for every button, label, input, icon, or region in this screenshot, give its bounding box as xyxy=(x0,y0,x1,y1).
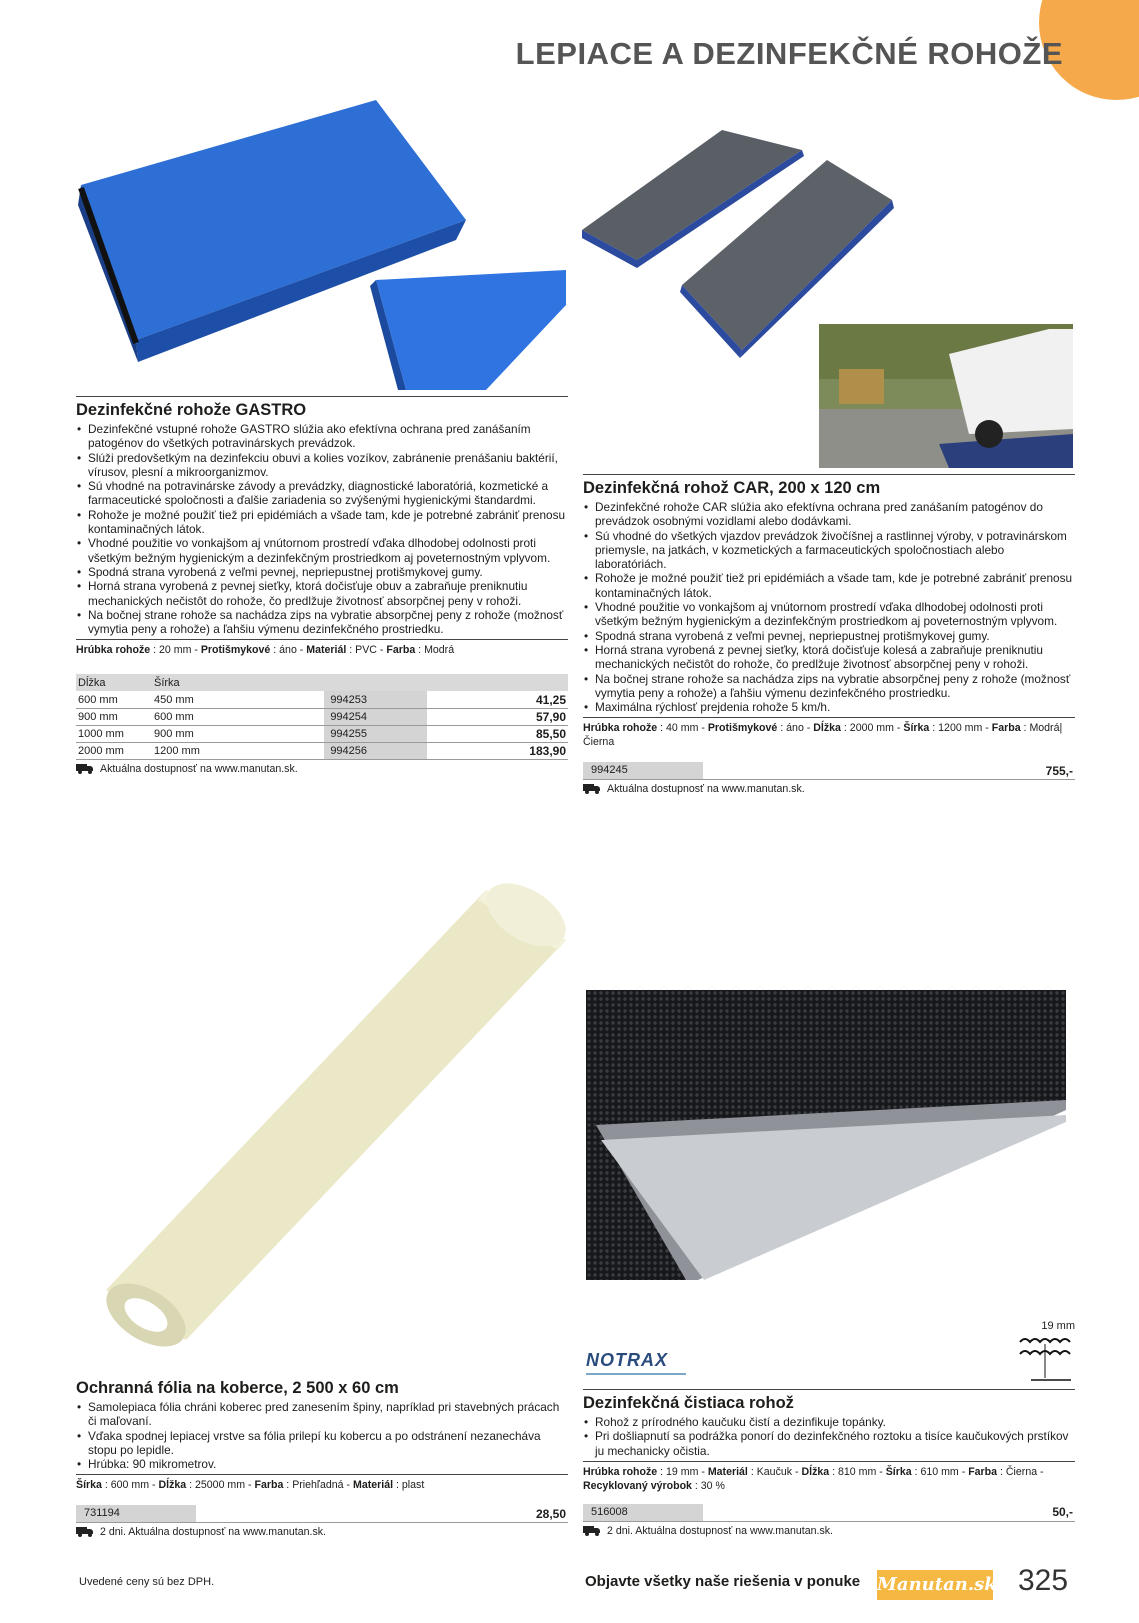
spec-key: Farba xyxy=(254,1479,284,1492)
cell-code: 994256 xyxy=(324,742,427,759)
price: 28,50 xyxy=(535,1506,566,1521)
car-availability: Aktuálna dostupnosť na www.manutan.sk. xyxy=(583,783,1075,795)
thickness-label: 19 mm xyxy=(1041,1320,1075,1332)
spec-key: Protišmykové xyxy=(707,722,778,735)
spec-key: Hrúbka rohože xyxy=(583,722,658,735)
bullet-item: • Dezinfekčné rohože CAR slúžia ako efektívna ochrana pred zanášaním patogénov do prevádzok osobnými vozidlami alebo dodávkami. xyxy=(583,500,1075,529)
spec-value: PVC xyxy=(355,644,377,657)
spec-value: 1200 mm xyxy=(938,722,983,735)
bullet-item: • Maximálna rýchlosť prejdenia rohože 5 km/h. xyxy=(583,700,1075,714)
cell-width: 450 mm xyxy=(152,691,324,708)
spec-value: áno xyxy=(279,644,297,657)
spec-value: Kaučuk xyxy=(756,1465,793,1478)
cell-price: 85,50 xyxy=(427,725,568,742)
bullet-item: • Samolepiaca fólia chráni koberec pred zanesením špiny, napríklad pri stavebných prácach či maľovaní. xyxy=(76,1400,568,1429)
bullet-item: • Vhodné použitie vo vonkajšom aj vnútornom prostredí vďaka dlhodobej odolnosti proti všetkým bežným hygienickým a dezinfekčným prostriedkom aj poveternostným vplyvom. xyxy=(76,536,568,565)
bullet-item: • Rohože je možné použiť tiež pri epidémiách a všade tam, kde je potrebné zabrániť prenosu kontaminačných látok. xyxy=(583,571,1075,600)
bullet-item: • Rohože je možné použiť tiež pri epidémiách a všade tam, kde je potrebné zabrániť prenosu kontaminačných látok. xyxy=(76,508,568,537)
film-order-row xyxy=(76,1505,568,1523)
spec-key: Šírka xyxy=(76,1479,102,1492)
bullet-item: • Dezinfekčné vstupné rohože GASTRO slúžia ako efektívna ochrana pred zanášaním patogénov do všetkých potravinárskych prevádzok. xyxy=(76,422,568,451)
spec-value: Modrá xyxy=(424,644,455,657)
film-availability: 2 dni. Aktuálna dostupnosť na www.manutan.sk. xyxy=(76,1526,568,1538)
spec-value: 600 mm xyxy=(110,1479,150,1492)
film-specs: Šírka : 600 mm - Dĺžka : 25000 mm - Farba : Priehľadná - Materiál : plast xyxy=(76,1474,568,1497)
spec-value: 25000 mm xyxy=(195,1479,246,1492)
table-row xyxy=(76,725,568,742)
spec-value: plast xyxy=(401,1479,425,1492)
cell-price: 183,90 xyxy=(427,742,568,759)
truck-icon xyxy=(76,764,94,774)
cell-width: 600 mm xyxy=(152,708,324,725)
spec-value: 40 mm xyxy=(666,722,699,735)
bullet-item: • Spodná strana vyrobená z veľmi pevnej, nepriepustnej protišmykovej gumy. xyxy=(583,629,1075,643)
footer-note: Uvedené ceny sú bez DPH. xyxy=(79,1576,215,1588)
gastro-mat-image xyxy=(76,100,566,390)
spec-value: 19 mm xyxy=(666,1465,699,1478)
rubber-section xyxy=(583,1389,1075,1537)
spec-value: 2000 mm xyxy=(849,722,894,735)
car-bullets xyxy=(583,500,1075,714)
spec-key: Šírka xyxy=(903,722,930,735)
spec-key: Materiál xyxy=(707,1465,748,1478)
footer-cta: Objavte všetky naše riešenia v ponuke xyxy=(585,1573,861,1590)
spec-value: 610 mm xyxy=(920,1465,959,1478)
cell-code: 994254 xyxy=(324,708,427,725)
spec-value: Modrá|Čierna xyxy=(583,722,1063,749)
price: 755,- xyxy=(1045,763,1073,778)
rubber-mat-image xyxy=(586,990,1076,1280)
page-title: LEPIACE A DEZINFEKČNÉ ROHOŽE xyxy=(515,36,1063,71)
table-row xyxy=(76,742,568,759)
car-title: Dezinfekčná rohož CAR, 200 x 120 cm xyxy=(583,474,1075,500)
truck-icon xyxy=(583,784,601,794)
cell-length: 600 mm xyxy=(76,691,152,708)
spec-key: Hrúbka rohože xyxy=(583,1465,658,1478)
product-code: 731194 xyxy=(76,1505,196,1522)
gastro-specs: Hrúbka rohože : 20 mm - Protišmykové : áno - Materiál : PVC - Farba : Modrá xyxy=(76,639,568,662)
rubber-bullets xyxy=(583,1415,1075,1458)
gastro-bullets xyxy=(76,422,568,636)
manutan-logo[interactable]: Manutan.sk xyxy=(877,1570,993,1600)
cell-width: 1200 mm xyxy=(152,742,324,759)
film-roll-image xyxy=(76,870,576,1350)
cell-length: 2000 mm xyxy=(76,742,152,759)
spec-value: áno xyxy=(786,722,804,735)
spec-key: Farba xyxy=(991,722,1021,735)
spec-value: Čierna xyxy=(1005,1465,1038,1478)
cell-length: 1000 mm xyxy=(76,725,152,742)
bullet-item: • Sú vhodné na potravinárske závody a prevádzky, diagnostické laboratóriá, kozmetické a farmaceutické spoločnosti a ďalšie zariadenia so zvýšenými hygienickými štandardmi. xyxy=(76,479,568,508)
bullet-item: • Vhodné použitie vo vonkajšom aj vnútornom prostredí vďaka dlhodobej odolnosti proti všetkým bežným hygienickým a dezinfekčným prostriedkom aj poveternostným vplyvom. xyxy=(583,600,1075,629)
rubber-specs: Hrúbka rohože : 19 mm - Materiál : Kaučuk - Dĺžka : 810 mm - Šírka : 610 mm - Farba : Čierna - Recyklovaný výrobok : 30 % xyxy=(583,1461,1075,1498)
spec-key: Materiál xyxy=(306,644,347,657)
mat-cross-section-icon xyxy=(1015,1332,1075,1384)
spec-value: Priehľadná xyxy=(292,1479,344,1492)
bullet-item: • Rohož z prírodného kaučuku čistí a dezinfikuje topánky. xyxy=(583,1415,1075,1429)
spec-key: Materiál xyxy=(353,1479,394,1492)
bullet-item: • Na bočnej strane rohože sa nachádza zips na vybratie absorpčnej peny z rohože (možnosť vymytia peny a rohože) a ľahšiu výmenu dezinfekčného prostriedku. xyxy=(76,608,568,637)
spec-key: Dĺžka xyxy=(158,1479,187,1492)
film-title: Ochranná fólia na koberce, 2 500 x 60 cm xyxy=(76,1379,399,1397)
gastro-section xyxy=(76,396,568,775)
spec-key: Šírka xyxy=(885,1465,912,1478)
gastro-availability: Aktuálna dostupnosť na www.manutan.sk. xyxy=(76,763,568,775)
spec-key: Hrúbka rohože xyxy=(76,644,151,657)
cell-width: 900 mm xyxy=(152,725,324,742)
rubber-order-row xyxy=(583,1504,1075,1522)
page-number: 325 xyxy=(1018,1564,1069,1597)
cell-code: 994253 xyxy=(324,691,427,708)
spec-key: Recyklovaný výrobok xyxy=(583,1479,692,1492)
spec-value: 810 mm xyxy=(838,1465,877,1478)
bullet-item: • Vďaka spodnej lepiacej vrstve sa fólia prilepí ku kobercu a po odstránení nezanecháva stopu po lepidle. xyxy=(76,1429,568,1458)
bullet-item: • Sú vhodné do všetkých vjazdov prevádzok živočíšnej a rastlinnej výroby, v potravinárskom priemysle, na jatkách, v kozmetických a farmaceutických spoločnostiach alebo laboratóriách. xyxy=(583,529,1075,572)
car-specs: Hrúbka rohože : 40 mm - Protišmykové : áno - Dĺžka : 2000 mm - Šírka : 1200 mm - Farba : Modrá|Čierna xyxy=(583,717,1075,754)
spec-key: Farba xyxy=(968,1465,998,1478)
cell-price: 57,90 xyxy=(427,708,568,725)
car-order-row xyxy=(583,762,1075,780)
gastro-price-table xyxy=(76,674,568,760)
bullet-item: • Na bočnej strane rohože sa nachádza zips na vybratie absorpčnej peny z rohože (možnosť vymytia peny a rohože) a ľahšiu výmenu dezinfekčného prostriedku. xyxy=(583,672,1075,701)
spec-key: Dĺžka xyxy=(813,722,841,735)
car-section xyxy=(583,474,1075,795)
cell-code: 994255 xyxy=(324,725,427,742)
van-photo xyxy=(819,324,1073,468)
bullet-item: • Horná strana vyrobená z pevnej sieťky, ktorá dočisťuje obuv a zabraňuje preniknutiu mechanických nečistôt do rohože, čo predlžuje životnosť absorpčnej peny v rohoži. xyxy=(76,579,568,608)
spec-key: Dĺžka xyxy=(801,1465,830,1478)
spec-key: Farba xyxy=(386,644,416,657)
table-header-width: Šírka xyxy=(152,674,324,691)
truck-icon xyxy=(76,1527,94,1537)
table-header-length: Dĺžka xyxy=(76,674,152,691)
bullet-item: • Spodná strana vyrobená z veľmi pevnej, nepriepustnej protišmykovej gumy. xyxy=(76,565,568,579)
table-row xyxy=(76,691,568,708)
product-code: 516008 xyxy=(583,1504,703,1521)
bullet-item: • Pri došliapnutí sa podrážka ponorí do dezinfekčného roztoku a tisíce kaučukových prstíkov ju mechanicky očistia. xyxy=(583,1429,1075,1458)
product-code: 994245 xyxy=(583,762,703,779)
thickness-diagram xyxy=(1015,1320,1075,1389)
bullet-item: • Slúži predovšetkým na dezinfekciu obuvi a kolies vozíkov, zabránenie prenášaniu baktérií, vírusov, plesní a mikroorganizmov. xyxy=(76,451,568,480)
rubber-availability: 2 dni. Aktuálna dostupnosť na www.manutan.sk. xyxy=(583,1525,1075,1537)
film-section xyxy=(76,1375,568,1538)
rubber-title: Dezinfekčná čistiaca rohož xyxy=(583,1389,1075,1415)
spec-key: Protišmykové xyxy=(200,644,271,657)
gastro-title: Dezinfekčné rohože GASTRO xyxy=(76,396,568,422)
notrax-logo: NOTRAX xyxy=(586,1350,696,1375)
truck-icon xyxy=(583,1526,601,1536)
price: 50,- xyxy=(1052,1505,1073,1520)
spec-value: 30 % xyxy=(700,1479,725,1492)
spec-value: 20 mm xyxy=(159,644,192,657)
bullet-item: • Horná strana vyrobená z pevnej sieťky, ktorá dočisťuje kolesá a zabraňuje preniknutiu mechanických nečistôt do rohože, čo predlžuje životnosť absorpčnej peny v rohoži. xyxy=(583,643,1075,672)
film-bullets xyxy=(76,1400,568,1471)
table-row xyxy=(76,708,568,725)
cell-price: 41,25 xyxy=(427,691,568,708)
cell-length: 900 mm xyxy=(76,708,152,725)
bullet-item: • Hrúbka: 90 mikrometrov. xyxy=(76,1457,568,1471)
